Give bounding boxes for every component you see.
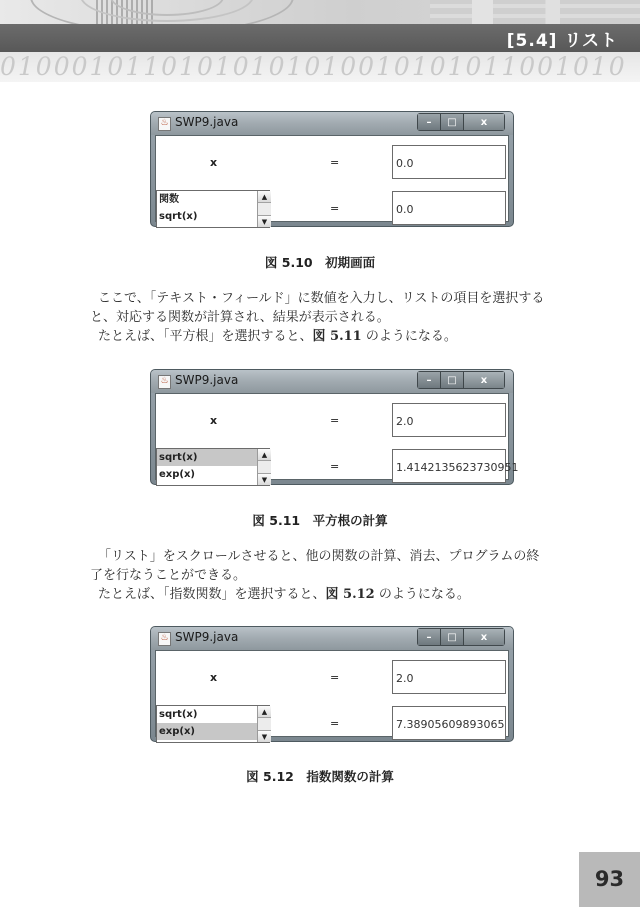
text-line: 「リスト」をスクロールさせると、他の関数の計算、消去、プログラムの終 bbox=[98, 549, 540, 564]
scroll-up-icon[interactable]: ▲ bbox=[258, 191, 271, 203]
java-window-exp bbox=[150, 626, 514, 742]
section-title: [5.4] リスト bbox=[506, 31, 618, 51]
text-run: のようになる。 bbox=[374, 587, 470, 602]
maximize-button[interactable]: □ bbox=[441, 114, 464, 130]
minimize-button[interactable]: – bbox=[418, 629, 441, 645]
list-item[interactable]: sqrt(x) bbox=[159, 211, 198, 222]
list-item-selected[interactable]: sqrt(x) bbox=[157, 449, 269, 466]
body-paragraph bbox=[90, 289, 594, 346]
equals-label: = bbox=[330, 460, 340, 473]
function-list[interactable] bbox=[156, 190, 270, 228]
x-input-field[interactable]: 2.0 bbox=[392, 660, 506, 694]
list-scrollbar[interactable] bbox=[257, 449, 271, 485]
equals-label: = bbox=[330, 156, 340, 169]
window-content bbox=[155, 135, 509, 226]
window-titlebar[interactable] bbox=[151, 627, 513, 650]
page-number: 93 bbox=[594, 867, 625, 891]
close-button[interactable]: x bbox=[464, 114, 504, 130]
window-title: SWP9.java bbox=[175, 373, 239, 387]
equals-label: = bbox=[330, 717, 340, 730]
text-line bbox=[98, 585, 594, 604]
scroll-up-icon[interactable]: ▲ bbox=[258, 706, 271, 718]
figure-caption: 図 5.11 平方根の計算 bbox=[252, 513, 388, 528]
result-field[interactable]: 1.4142135623730951 bbox=[392, 449, 506, 483]
figure-reference: 図 5.12 bbox=[325, 587, 375, 602]
text-run: たとえば、「平方根」を選択すると、 bbox=[98, 329, 313, 344]
x-input-field[interactable]: 2.0 bbox=[392, 403, 506, 437]
equals-label: = bbox=[330, 202, 340, 215]
figure-caption: 図 5.10 初期画面 bbox=[264, 255, 376, 270]
java-window-sqrt bbox=[150, 369, 519, 485]
x-input-field[interactable]: 0.0 bbox=[392, 145, 506, 179]
minimize-button[interactable]: – bbox=[418, 372, 441, 388]
window-title: SWP9.java bbox=[175, 630, 239, 644]
function-list[interactable] bbox=[156, 448, 270, 486]
result-field[interactable]: 7.38905609893065 bbox=[392, 706, 506, 740]
scroll-down-icon[interactable]: ▼ bbox=[258, 215, 271, 227]
window-content bbox=[155, 393, 519, 484]
body-paragraph bbox=[90, 547, 594, 604]
x-label: x bbox=[210, 671, 218, 684]
close-button[interactable]: x bbox=[464, 629, 504, 645]
text-line: ここで、「テキスト・フィールド」に数値を入力し、リストの項目を選択する bbox=[98, 291, 545, 306]
text-line: と、対応する関数が計算され、結果が表示される。 bbox=[90, 310, 390, 325]
maximize-button[interactable]: □ bbox=[441, 629, 464, 645]
window-content bbox=[155, 650, 509, 741]
java-window-initial bbox=[150, 111, 514, 227]
header-blocks bbox=[430, 0, 640, 24]
java-icon: ♨ bbox=[158, 117, 171, 131]
window-titlebar[interactable] bbox=[151, 112, 513, 135]
window-controls bbox=[417, 113, 505, 131]
figure-reference: 図 5.11 bbox=[312, 329, 362, 344]
list-scrollbar[interactable] bbox=[257, 706, 271, 742]
list-scrollbar[interactable] bbox=[257, 191, 271, 227]
list-item[interactable]: 関数 bbox=[159, 194, 179, 205]
scroll-down-icon[interactable]: ▼ bbox=[258, 473, 271, 485]
result-field[interactable]: 0.0 bbox=[392, 191, 506, 225]
equals-label: = bbox=[330, 671, 340, 684]
header-digit-pattern: 01000101101010101010010101011001010 bbox=[0, 52, 640, 82]
scroll-down-icon[interactable]: ▼ bbox=[258, 730, 271, 742]
x-label: x bbox=[210, 156, 218, 169]
window-title: SWP9.java bbox=[175, 115, 239, 129]
figure-caption: 図 5.12 指数関数の計算 bbox=[246, 769, 394, 784]
minimize-button[interactable]: – bbox=[418, 114, 441, 130]
x-label: x bbox=[210, 414, 218, 427]
list-item[interactable]: sqrt(x) bbox=[159, 709, 198, 720]
page-number-box bbox=[579, 852, 640, 907]
text-line: 了を行なうことができる。 bbox=[90, 568, 247, 583]
function-list[interactable] bbox=[156, 705, 270, 743]
text-run: のようになる。 bbox=[361, 329, 457, 344]
window-titlebar[interactable] bbox=[151, 370, 513, 393]
page-header bbox=[0, 0, 640, 82]
list-item-selected[interactable]: exp(x) bbox=[157, 723, 269, 740]
window-controls bbox=[417, 371, 505, 389]
list-item[interactable]: exp(x) bbox=[159, 469, 195, 480]
window-controls bbox=[417, 628, 505, 646]
text-run: たとえば、「指数関数」を選択すると、 bbox=[98, 587, 326, 602]
close-button[interactable]: x bbox=[464, 372, 504, 388]
java-icon: ♨ bbox=[158, 375, 171, 389]
scroll-up-icon[interactable]: ▲ bbox=[258, 449, 271, 461]
maximize-button[interactable]: □ bbox=[441, 372, 464, 388]
equals-label: = bbox=[330, 414, 340, 427]
java-icon: ♨ bbox=[158, 632, 171, 646]
text-line bbox=[98, 327, 594, 346]
